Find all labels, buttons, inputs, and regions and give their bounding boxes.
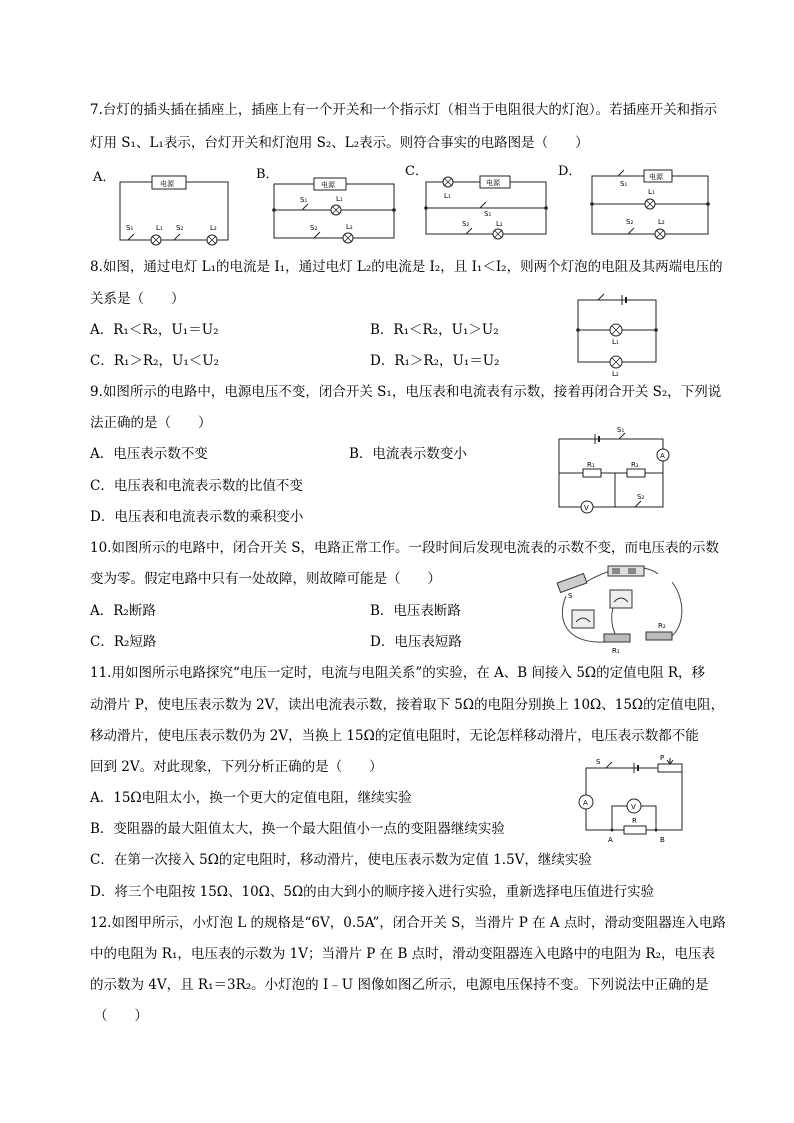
svg-text:S₁: S₁	[126, 224, 134, 232]
svg-text:L₁: L₁	[612, 338, 619, 346]
svg-text:L₂: L₂	[210, 224, 217, 232]
svg-text:S: S	[568, 592, 573, 600]
q11-text-line1: 11.用如图所示电路探究“电压一定时，电流与电阻关系”的实验，在 A、B 间接入 5Ω的定值电阻 R，移	[90, 665, 706, 681]
q11-option-b[interactable]: B．变阻器的最大阻值太大，换一个最大阻值小一点的变阻器继续实验	[90, 821, 505, 837]
svg-text:S₂: S₂	[176, 224, 184, 232]
q11-text-line3: 移动滑片，使电压表示数仍为 2V，当换上 15Ω的定值电阻时，无论怎样移动滑片，电压表示数都不能	[90, 728, 699, 744]
switch-icon	[618, 170, 624, 176]
svg-text:L₂: L₂	[658, 218, 665, 226]
svg-text:L₁: L₁	[156, 224, 163, 232]
q12-text-line3: 的示数为 4V，且 R₁＝3R₂。小灯泡的 I﹣U 图像如图乙所示，电源电压保持不变。下列说法中正确的是	[90, 977, 709, 993]
q10-option-d[interactable]: D．电压表短路	[370, 634, 462, 650]
svg-text:S₂: S₂	[310, 224, 318, 232]
q11-option-a[interactable]: A．15Ω电阻太小，换一个更大的定值电阻，继续实验	[90, 790, 412, 806]
q9-option-b[interactable]: B．电流表示数变小	[349, 446, 467, 462]
switch-icon	[628, 228, 634, 234]
q10-option-a[interactable]: A．R₂断路	[90, 603, 156, 619]
q7-option-d-label: D．	[558, 164, 582, 179]
q7-option-c-label: C．	[405, 164, 428, 179]
q9-circuit-diagram	[555, 425, 671, 515]
q7-circuit-a	[112, 172, 234, 248]
q11-text-line4: 回到 2V。对此现象，下列分析正确的是（ ）	[90, 759, 383, 775]
svg-text:V: V	[631, 803, 636, 811]
switch-icon	[480, 202, 486, 208]
svg-text:电源: 电源	[321, 181, 335, 189]
q11-text-line2: 动滑片 P，使电压表示数为 2V，读出电流表示数，接着取下 5Ω的电阻分别换上 10Ω、15Ω的定值电阻，	[90, 697, 725, 713]
svg-text:S₁: S₁	[300, 196, 308, 204]
svg-text:A: A	[583, 799, 588, 807]
q9-option-d[interactable]: D．电压表和电流表示数的乘积变小	[90, 509, 304, 525]
rheostat-icon	[658, 764, 682, 772]
switch-icon	[606, 762, 612, 768]
svg-text:R₂: R₂	[658, 622, 666, 630]
svg-text:S₁: S₁	[617, 426, 625, 434]
svg-text:S₁: S₁	[484, 210, 492, 218]
svg-text:V: V	[584, 504, 589, 512]
svg-text:P: P	[660, 754, 665, 762]
switch-icon	[466, 228, 472, 234]
svg-text:电源: 电源	[649, 173, 663, 181]
svg-text:R₁: R₁	[587, 461, 595, 469]
resistor-icon	[583, 469, 601, 477]
q12-text-line4: （ ）	[94, 1008, 148, 1024]
resistor-r2-icon	[646, 632, 672, 640]
svg-text:L₁: L₁	[648, 188, 655, 196]
q8-option-b[interactable]: B．R₁＜R₂，U₁＞U₂	[370, 322, 499, 338]
q11-circuit-diagram	[572, 754, 690, 846]
resistor-r1-icon	[604, 634, 630, 642]
svg-text:L₂: L₂	[496, 220, 503, 228]
svg-text:S₂: S₂	[462, 220, 470, 228]
q11-option-d[interactable]: D．将三个电阻按 15Ω、10Ω、5Ω的由大到小的顺序接入进行实验，重新选择电压值进行实验	[90, 884, 655, 900]
q9-option-c[interactable]: C．电压表和电流表示数的比值不变	[90, 478, 303, 494]
svg-text:L₁: L₁	[336, 195, 343, 203]
q10-physical-circuit	[546, 560, 686, 656]
switch-icon	[128, 234, 134, 240]
voltmeter-icon	[572, 610, 594, 628]
svg-text:S₂: S₂	[626, 218, 634, 226]
q8-text-line2: 关系是（ ）	[90, 291, 185, 307]
q7-circuit-b	[270, 174, 398, 248]
q10-text-line2: 变为零。假定电路中只有一处故障，则故障可能是（ ）	[90, 571, 441, 587]
svg-text:R₂: R₂	[631, 461, 639, 469]
q8-text-line1: 8.如图，通过电灯 L₁的电流是 I₁，通过电灯 L₂的电流是 I₂，且 I₁＜I₂，则两个灯泡的电阻及其两端电压的	[90, 259, 723, 275]
q7-circuit-d	[588, 168, 714, 240]
q9-text-line1: 9.如图所示的电路中，电源电压不变，闭合开关 S₁，电压表和电流表有示数，接着再闭合开关 S₂，下列说	[90, 384, 722, 400]
q10-option-c[interactable]: C．R₂短路	[90, 634, 157, 650]
switch-icon	[302, 204, 308, 210]
q7-option-a-label: A．	[93, 170, 116, 185]
switch-icon	[174, 234, 180, 240]
q9-text-line2: 法正确的是（ ）	[90, 415, 212, 431]
q8-option-a[interactable]: A．R₁＜R₂，U₁＝U₂	[90, 322, 219, 338]
switch-icon	[598, 294, 604, 300]
resistor-icon	[627, 469, 645, 477]
q10-text-line1: 10.如图所示的电路中，闭合开关 S，电路正常工作。一段时间后发现电流表的示数不变，而电压表的示数	[90, 540, 720, 556]
resistor-icon	[624, 826, 646, 834]
switch-icon	[635, 501, 641, 507]
q8-option-c[interactable]: C．R₁＞R₂，U₁＜U₂	[90, 353, 220, 369]
svg-text:R: R	[632, 817, 637, 825]
q7-option-b-label: B．	[256, 167, 279, 182]
q12-text-line2: 中的电阻为 R₁，电压表的示数为 1V；当滑片 P 在 B 点时，滑动变阻器连入电路中的电阻为 R₂，电压表	[90, 946, 716, 962]
q11-option-c[interactable]: C．在第一次接入 5Ω的定电阻时，移动滑片，使电压表示数为定值 1.5V，继续实验	[90, 852, 592, 868]
q7-text-line1: 7.台灯的插头插在插座上，插座上有一个开关和一个指示灯（相当于电阻很大的灯泡）。若插座开关和指示	[90, 102, 718, 118]
svg-text:L₂: L₂	[346, 223, 353, 231]
q9-option-a[interactable]: A．电压表示数不变	[90, 446, 208, 462]
svg-text:L₁: L₁	[444, 192, 451, 200]
svg-text:A: A	[608, 836, 613, 844]
svg-text:A: A	[660, 452, 665, 460]
ammeter-icon	[610, 590, 632, 608]
switch-icon	[314, 232, 320, 238]
q7-text-line2: 灯用 S₁、L₁表示，台灯开关和灯泡用 S₂、L₂表示。则符合事实的电路图是（ ）	[90, 135, 589, 151]
svg-text:R₁: R₁	[612, 647, 620, 655]
svg-text:L₂: L₂	[612, 370, 619, 378]
svg-text:B: B	[660, 836, 665, 844]
svg-text:电源: 电源	[486, 179, 500, 187]
svg-text:S: S	[596, 758, 601, 766]
svg-text:S₁: S₁	[620, 180, 628, 188]
q8-circuit-diagram	[574, 290, 660, 378]
q12-text-line1: 12.如图甲所示，小灯泡 L 的规格是“6V，0.5A”，闭合开关 S，当滑片 P 在 A 点时，滑动变阻器连入电路	[90, 915, 726, 931]
q7-circuit-c	[422, 172, 552, 242]
q8-option-d[interactable]: D．R₁＞R₂，U₁＝U₂	[370, 353, 500, 369]
svg-text:电源: 电源	[160, 180, 174, 188]
switch-icon	[557, 574, 587, 593]
svg-text:S₂: S₂	[637, 493, 645, 501]
q10-option-b[interactable]: B．电压表断路	[370, 603, 461, 619]
